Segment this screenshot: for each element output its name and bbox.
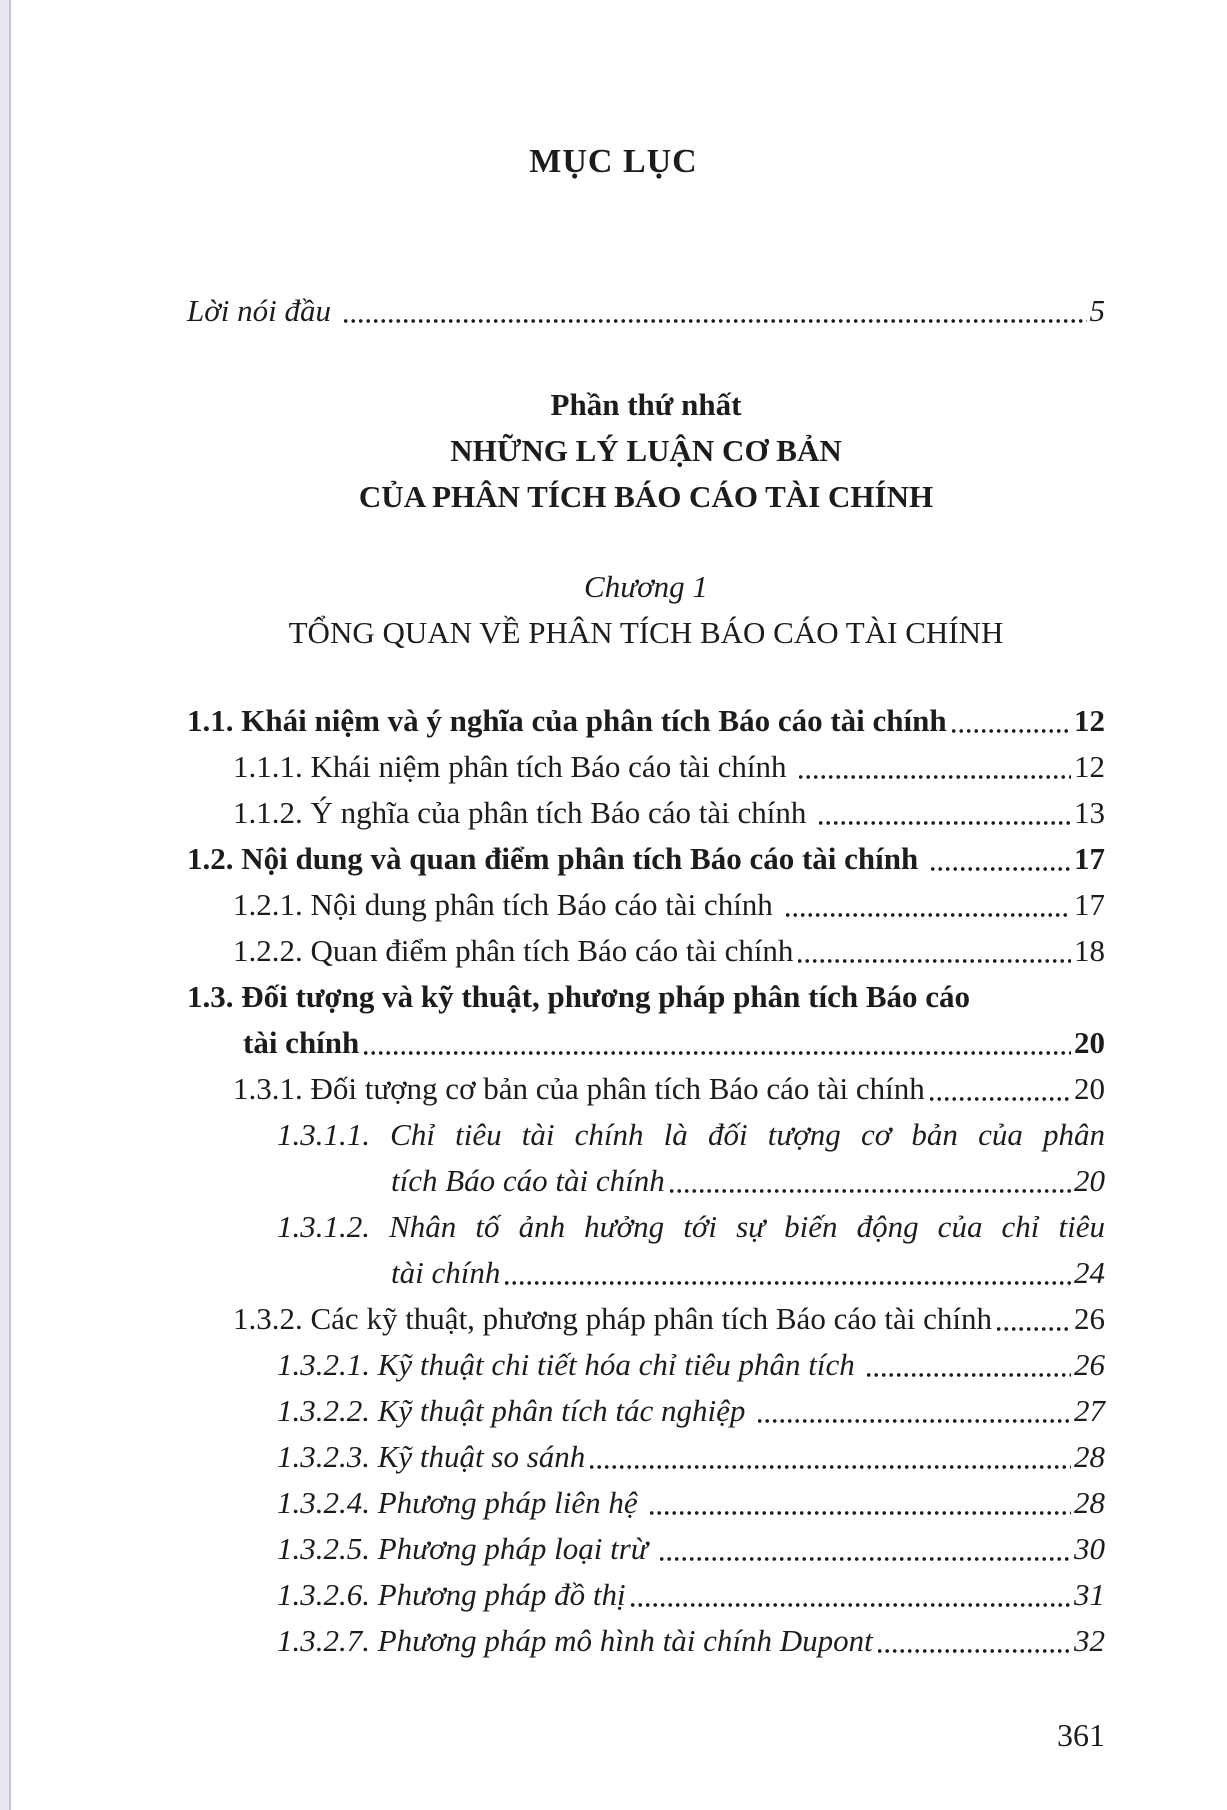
dot-leader	[798, 959, 1071, 963]
page-content	[0, 288, 1227, 1758]
toc-entry-text: 1.2. Nội dung và quan điểm phân tích Báo cáo tài chính	[187, 841, 927, 876]
toc-entry-text: 1.3. Đối tượng và kỹ thuật, phương pháp phân tích Báo cáo	[187, 979, 971, 1014]
toc-entry-page: 24	[1074, 1255, 1105, 1290]
toc-entry-page: 13	[1074, 795, 1105, 830]
toc-entry-line	[187, 1572, 1105, 1618]
toc-entry-page: 20	[1074, 1025, 1105, 1060]
dot-leader	[997, 1327, 1071, 1331]
toc-entry-line	[187, 698, 1105, 744]
toc-entry-line	[187, 1480, 1105, 1526]
folio-page-number: 361	[1057, 1717, 1105, 1753]
toc-entry-line	[187, 744, 1105, 790]
toc-entry-page: 12	[1074, 749, 1105, 784]
toc-entry-line	[187, 1296, 1105, 1342]
toc-entry-text: 1.3.1.1. Chỉ tiêu tài chính là đối tượng cơ bản của phân	[277, 1117, 1105, 1152]
toc-entry-text: 1.3.1. Đối tượng cơ bản của phân tích Báo cáo tài chính	[233, 1071, 925, 1106]
toc-entry-page: 28	[1074, 1485, 1105, 1520]
toc-entry-line	[187, 1526, 1105, 1572]
toc-entry-line	[187, 1388, 1105, 1434]
part-title-line1: NHỮNG LÝ LUẬN CƠ BẢN	[450, 433, 842, 468]
toc-entry-text: Lời nói đầu	[187, 293, 339, 328]
toc-entry-page: 20	[1074, 1163, 1105, 1198]
dot-leader	[631, 1603, 1071, 1607]
dot-leader	[867, 1373, 1071, 1377]
toc-entry-line	[187, 1618, 1105, 1664]
dot-leader	[670, 1189, 1071, 1193]
toc-entry-text: 1.1.2. Ý nghĩa của phân tích Báo cáo tài chính	[233, 795, 815, 830]
toc-entry-page: 30	[1074, 1531, 1105, 1566]
toc-entry-page: 12	[1074, 703, 1105, 738]
toc-entry-line	[187, 836, 1105, 882]
toc-entry-line	[187, 1112, 1105, 1158]
toc-entry-text: 1.3.1.2. Nhân tố ảnh hưởng tới sự biến động của chỉ tiêu	[277, 1209, 1105, 1244]
toc-entry-line	[187, 790, 1105, 836]
toc-entry-text: 1.3.2.4. Phương pháp liên hệ	[277, 1485, 646, 1520]
toc-entry-page: 32	[1074, 1623, 1105, 1658]
toc-entry-preface	[187, 288, 1105, 334]
toc-entry-text: 1.2.2. Quan điểm phân tích Báo cáo tài chính	[233, 933, 794, 968]
dot-leader	[952, 729, 1071, 733]
toc-entry-page: 17	[1074, 841, 1105, 876]
part-title-line2: CỦA PHÂN TÍCH BÁO CÁO TÀI CHÍNH	[358, 479, 934, 514]
dot-leader	[590, 1465, 1071, 1469]
toc-entry-line	[187, 1066, 1105, 1112]
dot-leader	[930, 1097, 1071, 1101]
toc-entry-page: 26	[1074, 1301, 1105, 1336]
dot-leader	[931, 867, 1071, 871]
toc-entry-text: tài chính	[391, 1255, 501, 1290]
toc-list	[187, 698, 1105, 1664]
chapter-heading	[187, 564, 1105, 656]
toc-entry-page: 5	[1089, 293, 1105, 328]
scan-edge-strip	[0, 0, 11, 1810]
page-title: MỤC LỤC	[529, 143, 698, 180]
dot-leader	[660, 1557, 1071, 1561]
toc-entry-line	[187, 1342, 1105, 1388]
toc-entry-line	[187, 1020, 1105, 1066]
toc-entry-page: 28	[1074, 1439, 1105, 1474]
dot-leader	[650, 1511, 1071, 1515]
dot-leader	[758, 1419, 1071, 1423]
toc-entry-text: 1.3.2.3. Kỹ thuật so sánh	[277, 1439, 586, 1474]
dot-leader	[799, 775, 1071, 779]
toc-entry-text: 1.3.2.5. Phương pháp loại trừ	[277, 1531, 656, 1566]
dot-leader	[819, 821, 1071, 825]
chapter-title: TỔNG QUAN VỀ PHÂN TÍCH BÁO CÁO TÀI CHÍNH	[288, 615, 1004, 650]
dot-leader	[344, 319, 1087, 323]
toc-entry-text: 1.3.2. Các kỹ thuật, phương pháp phân tích Báo cáo tài chính	[233, 1301, 992, 1336]
toc-entry-line	[187, 1250, 1105, 1296]
dot-leader	[505, 1281, 1071, 1285]
toc-entry-text: 1.3.2.7. Phương pháp mô hình tài chính Dupont	[277, 1623, 873, 1658]
toc-entry-text: 1.3.2.6. Phương pháp đồ thị	[277, 1577, 626, 1612]
dot-leader	[786, 913, 1071, 917]
toc-entry-text: 1.3.2.1. Kỹ thuật chi tiết hóa chỉ tiêu phân tích	[277, 1347, 863, 1382]
part-kicker: Phần thứ nhất	[550, 387, 742, 422]
part-heading	[187, 382, 1105, 520]
toc-entry-page: 31	[1074, 1577, 1105, 1612]
toc-entry-text: 1.1. Khái niệm và ý nghĩa của phân tích Báo cáo tài chính	[187, 703, 947, 738]
toc-entry-text: tài chính	[243, 1025, 360, 1060]
toc-entry-text: 1.1.1. Khái niệm phân tích Báo cáo tài chính	[233, 749, 795, 784]
toc-entry-page: 26	[1074, 1347, 1105, 1382]
toc-entry-line	[187, 1158, 1105, 1204]
chapter-kicker: Chương 1	[584, 569, 708, 604]
toc-entry-line	[187, 974, 1105, 1020]
toc-entry-line	[187, 882, 1105, 928]
toc-entry-text: 1.2.1. Nội dung phân tích Báo cáo tài chính	[233, 887, 781, 922]
toc-entry-page: 17	[1074, 887, 1105, 922]
toc-entry-line	[187, 928, 1105, 974]
toc-entry-line	[187, 1434, 1105, 1480]
toc-entry-line	[187, 1204, 1105, 1250]
toc-entry-page: 18	[1074, 933, 1105, 968]
dot-leader	[878, 1649, 1071, 1653]
dot-leader	[364, 1051, 1071, 1055]
toc-entry-text: tích Báo cáo tài chính	[391, 1163, 665, 1198]
toc-entry-page: 27	[1074, 1393, 1105, 1428]
toc-entry-text: 1.3.2.2. Kỹ thuật phân tích tác nghiệp	[277, 1393, 754, 1428]
toc-entry-page: 20	[1074, 1071, 1105, 1106]
